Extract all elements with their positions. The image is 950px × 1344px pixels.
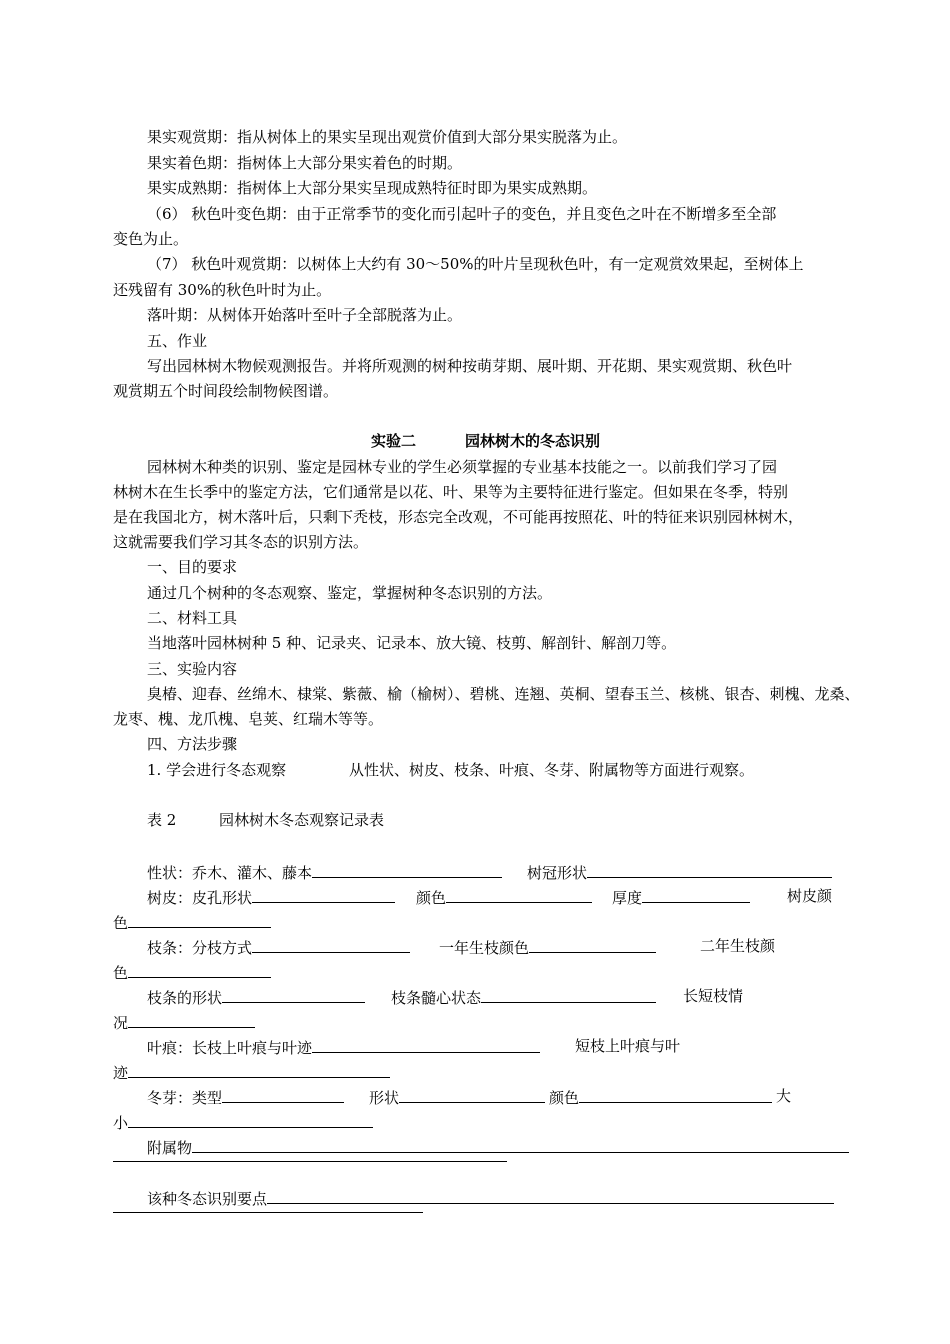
form-field-leaf-scar-short: 迹 [113,1061,390,1083]
form-field-branching: 枝条：分枝方式 [147,936,410,958]
text-line: 还残留有 30%的秋色叶时为止。 [113,281,332,299]
text-line: 当地落叶园林树种 5 种、记录夹、记录本、放大镜、枝剪、解剖针、解剖刀等。 [147,634,677,652]
blank-line [113,1212,423,1213]
form-field-lenticel-shape: 树皮：皮孔形状 [147,886,395,908]
text-line: 通过几个树种的冬态观察、鉴定，掌握树种冬态识别的方法。 [147,584,553,602]
section-heading: 二、材料工具 [147,609,238,627]
section-heading: 五、作业 [147,332,208,350]
form-field-bark-thickness: 厚度 [612,886,750,908]
text-line: 臭椿、迎春、丝绵木、棣棠、紫薇、榆（榆树）、碧桃、连翘、英桐、望春玉兰、核桃、银杏、刺槐、龙桑、 [147,685,860,703]
form-field-crown-shape: 树冠形状 [527,861,832,883]
text-line: 龙枣、槐、龙爪槐、皂荚、红瑞木等等。 [113,710,384,728]
text-line: 观赏期五个时间段绘制物候图谱。 [113,382,339,400]
step-1-label: 1. 学会进行冬态观察 [147,761,287,779]
blank-line [113,1161,507,1162]
text-line: （6） 秋色叶变色期：由于正常季节的变化而引起叶子的变色，并且变色之叶在不断增多至全部 [147,205,777,223]
text-line: 是在我国北方，树木落叶后，只剩下秃枝，形态完全改观，不可能再按照花、叶的特征来识别园林树木， [113,508,804,526]
form-field-bud-type: 冬芽：类型 [147,1086,344,1108]
form-label: 树皮颜 [787,887,833,905]
text-line: 写出园林树木物候观测报告。并将所观测的树种按萌芽期、展叶期、开花期、果实观赏期、秋色叶 [147,357,793,375]
text-line: 果实观赏期：指从树体上的果实呈现出观赏价值到大部分果实脱落为止。 [147,128,628,146]
form-label: 二年生枝颜 [700,937,776,955]
form-field-bud-shape: 形状 [369,1086,545,1108]
form-field-habit: 性状：乔木、灌木、藤本 [147,861,502,883]
experiment-title-number: 实验二 [371,432,417,450]
section-heading: 一、目的要求 [147,558,238,576]
form-field-bark-color-2: 色 [113,911,271,933]
form-field-bud-size: 小 [113,1111,373,1133]
form-field-bud-color: 颜色 [549,1086,772,1108]
text-line: 变色为止。 [113,230,189,248]
form-label: 短枝上叶痕与叶 [575,1037,681,1055]
text-line: 园林树木种类的识别、鉴定是园林专业的学生必须掌握的专业基本技能之一。以前我们学习了园 [147,458,778,476]
step-1-text: 从性状、树皮、枝条、叶痕、冬芽、附属物等方面进行观察。 [349,761,755,779]
text-line: 林树木在生长季中的鉴定方法，它们通常是以花、叶、果等为主要特征进行鉴定。但如果在冬季，特别 [113,483,789,501]
form-field-bark-color: 颜色 [416,886,592,908]
form-field-one-year-color: 一年生枝颜色 [439,936,656,958]
text-line: 果实成熟期：指树体上大部分果实呈现成熟特征时即为果实成熟期。 [147,179,598,197]
form-label: 长短枝情 [683,987,744,1005]
form-field-leaf-scar-long: 叶痕：长枝上叶痕与叶迹 [147,1036,540,1058]
text-line: 落叶期：从树体开始落叶至叶子全部脱落为止。 [147,306,463,324]
section-heading: 四、方法步骤 [147,735,238,753]
form-field-branch-shape: 枝条的形状 [147,986,365,1008]
text-line: 果实着色期：指树体上大部分果实着色的时期。 [147,154,463,172]
text-line: 这就需要我们学习其冬态的识别方法。 [113,533,369,551]
section-heading: 三、实验内容 [147,660,238,678]
table-title: 园林树木冬态观察记录表 [219,811,385,829]
text-line: （7） 秋色叶观赏期：以树体上大约有 30～50%的叶片呈现秋色叶，有一定观赏效果起，至树体上 [147,255,804,273]
table-label: 表 2 [147,811,177,829]
form-field-appendages: 附属物 [147,1136,849,1158]
form-field-two-year-color: 色 [113,961,271,983]
experiment-title: 园林树木的冬态识别 [465,432,601,450]
form-field-key-points: 该种冬态识别要点 [147,1187,834,1209]
form-field-long-short-shoot: 况 [113,1011,255,1033]
form-label: 大 [776,1087,792,1105]
form-field-pith-state: 枝条髓心状态 [391,986,656,1008]
